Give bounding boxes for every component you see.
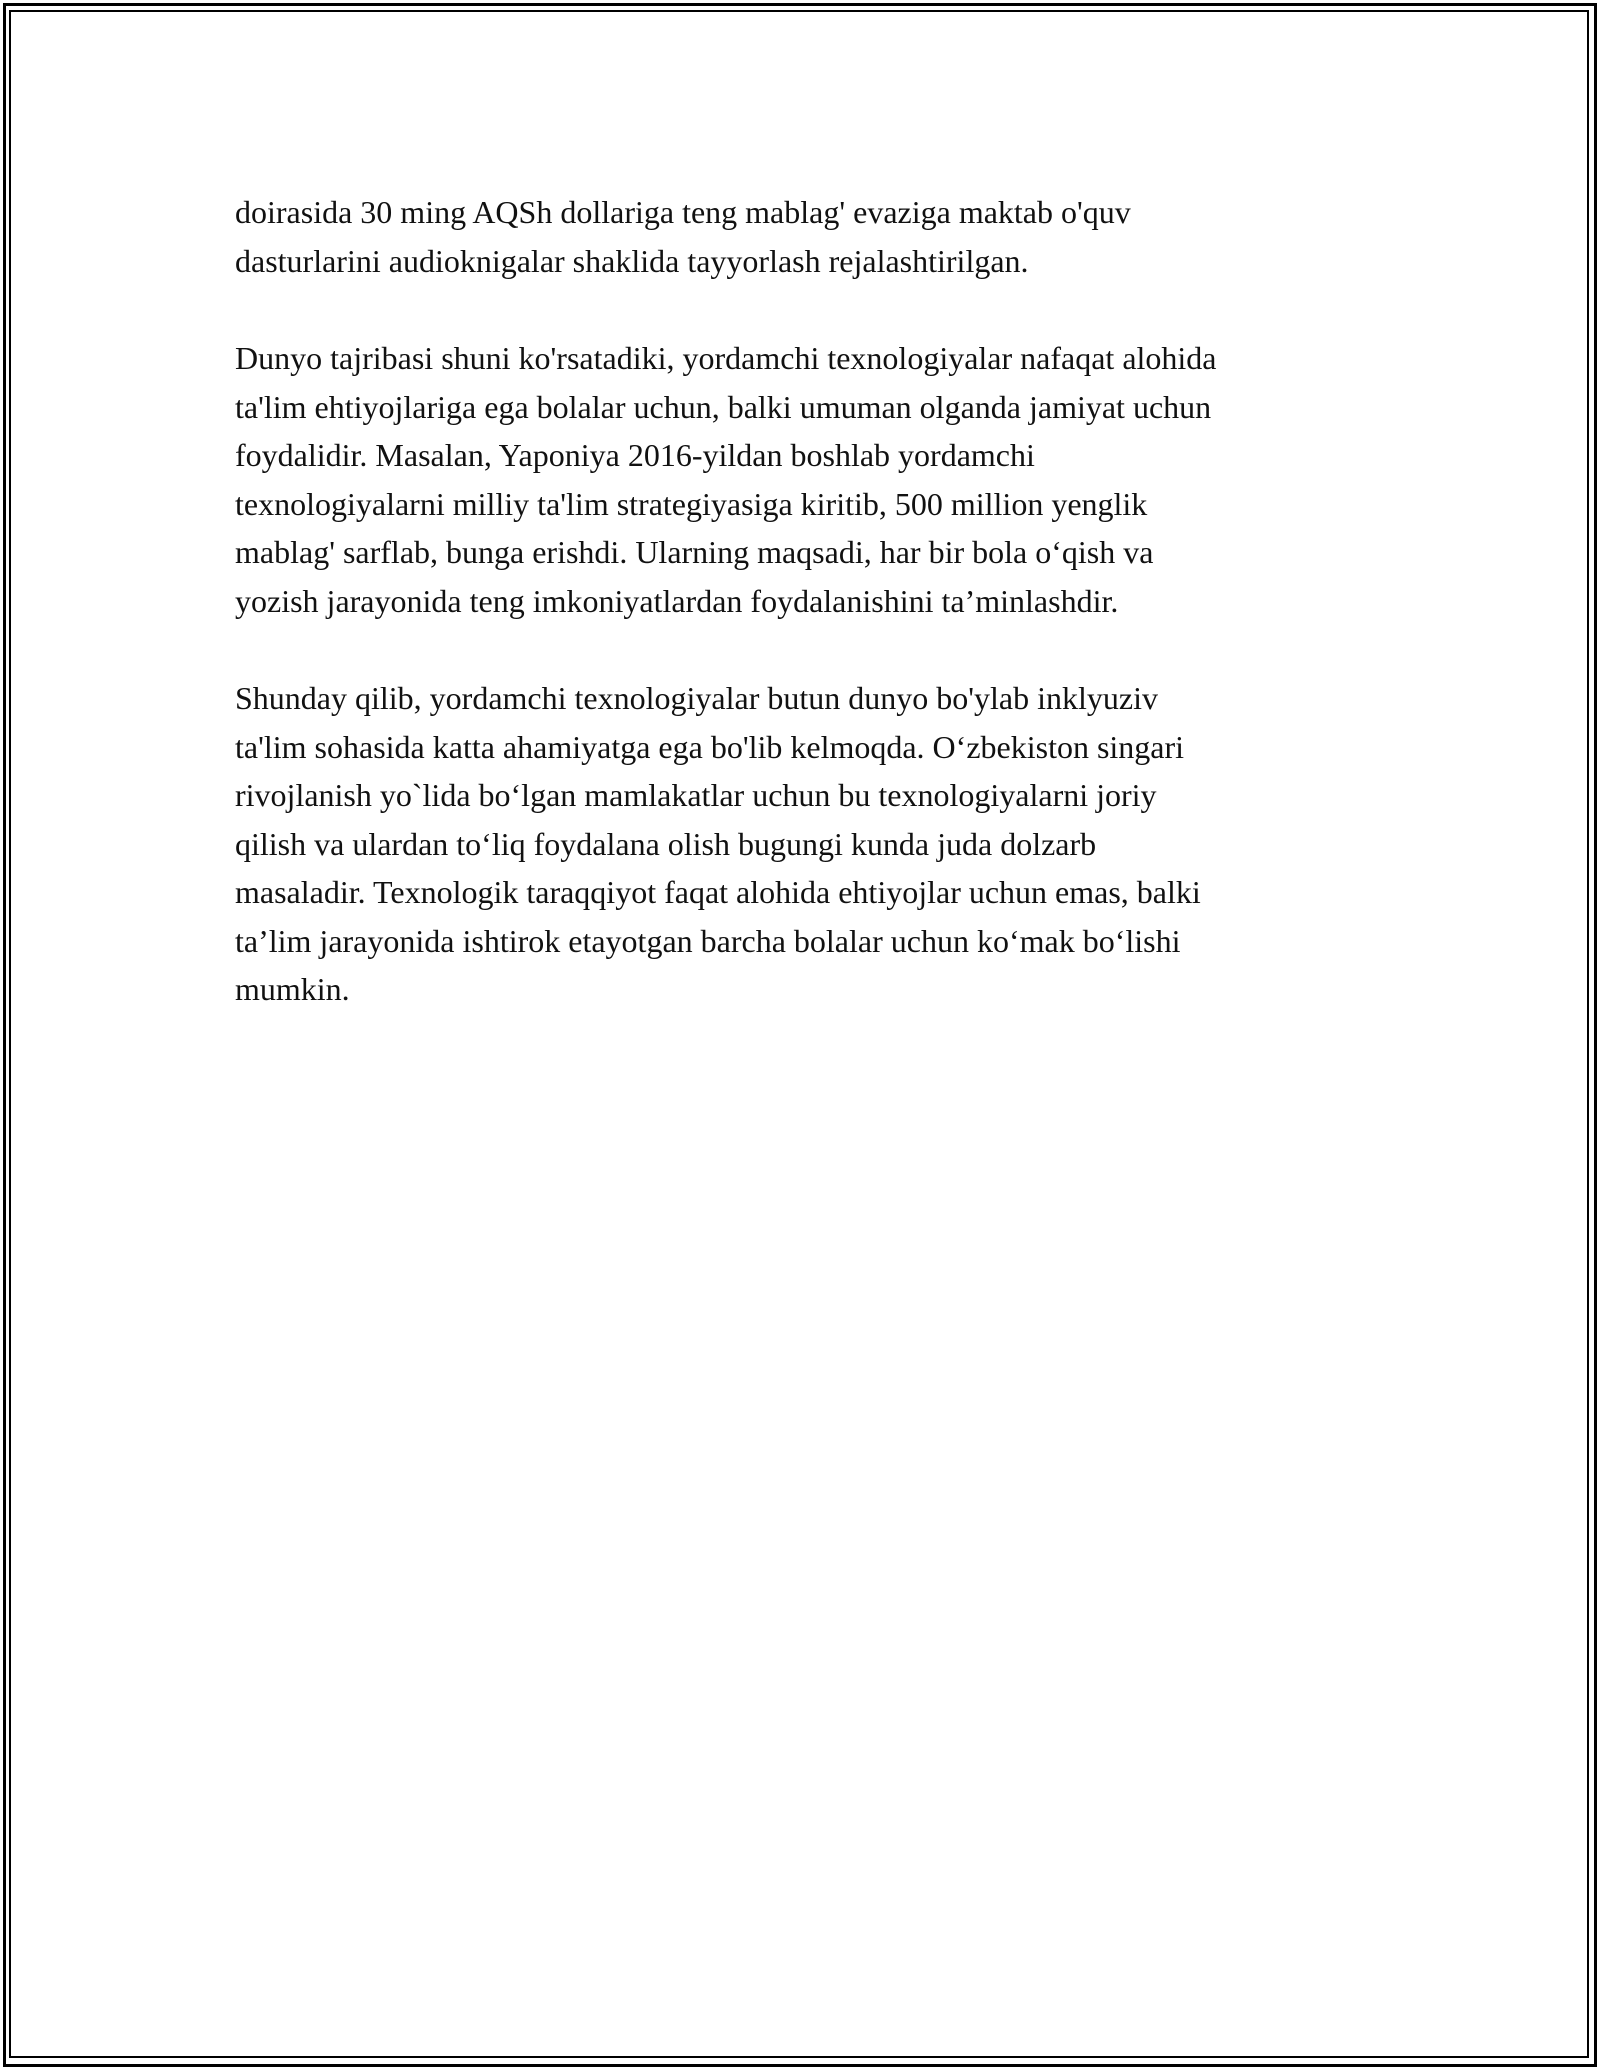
text-line: ta'lim ehtiyojlariga ega bolalar uchun, balki umuman olganda jamiyat uchun — [235, 388, 1212, 425]
text-line: ta’lim jarayonida ishtirok etayotgan barcha bolalar uchun ko‘mak bo‘lishi — [235, 922, 1181, 959]
paragraph-1 — [235, 188, 1375, 285]
text-line: rivojlanish yo`lida bo‘lgan mamlakatlar uchun bu texnologiyalarni joriy — [235, 777, 1157, 813]
text-line: mablag' sarflab, bunga erishdi. Ularning maqsadi, har bir bola o‘qish va — [235, 534, 1154, 570]
text-line: doirasida 30 ming AQSh dollariga teng mablag' evaziga maktab o'quv — [235, 194, 1131, 230]
text-line: foydalidir. Masalan, Yaponiya 2016-yildan boshlab yordamchi — [235, 437, 1035, 473]
text-line: qilish va ulardan to‘liq foydalana olish bugungi kunda juda dolzarb — [235, 825, 1097, 862]
text-line: ta'lim sohasida katta ahamiyatga ega bo'lib kelmoqda. O‘zbekiston singari — [235, 728, 1185, 765]
text-line: Dunyo tajribasi shuni ko'rsatadiki, yordamchi texnologiyalar nafaqat alohida — [235, 340, 1217, 376]
text-line: Shunday qilib, yordamchi texnologiyalar butun dunyo bo'ylab inklyuziv — [235, 680, 1158, 716]
text-line: dasturlarini audioknigalar shaklida tayyorlash rejalashtirilgan. — [235, 242, 1029, 279]
paragraph-2 — [235, 334, 1375, 625]
paragraph-3 — [235, 674, 1375, 1014]
text-line: mumkin. — [235, 971, 350, 1007]
text-line: masaladir. Texnologik taraqqiyot faqat alohida ehtiyojlar uchun emas, balki — [235, 874, 1201, 910]
text-line: yozish jarayonida teng imkoniyatlardan foydalanishini ta’minlashdir. — [235, 582, 1119, 619]
document-body — [235, 188, 1375, 1063]
text-line: texnologiyalarni milliy ta'lim strategiyasiga kiritib, 500 million yenglik — [235, 485, 1148, 522]
